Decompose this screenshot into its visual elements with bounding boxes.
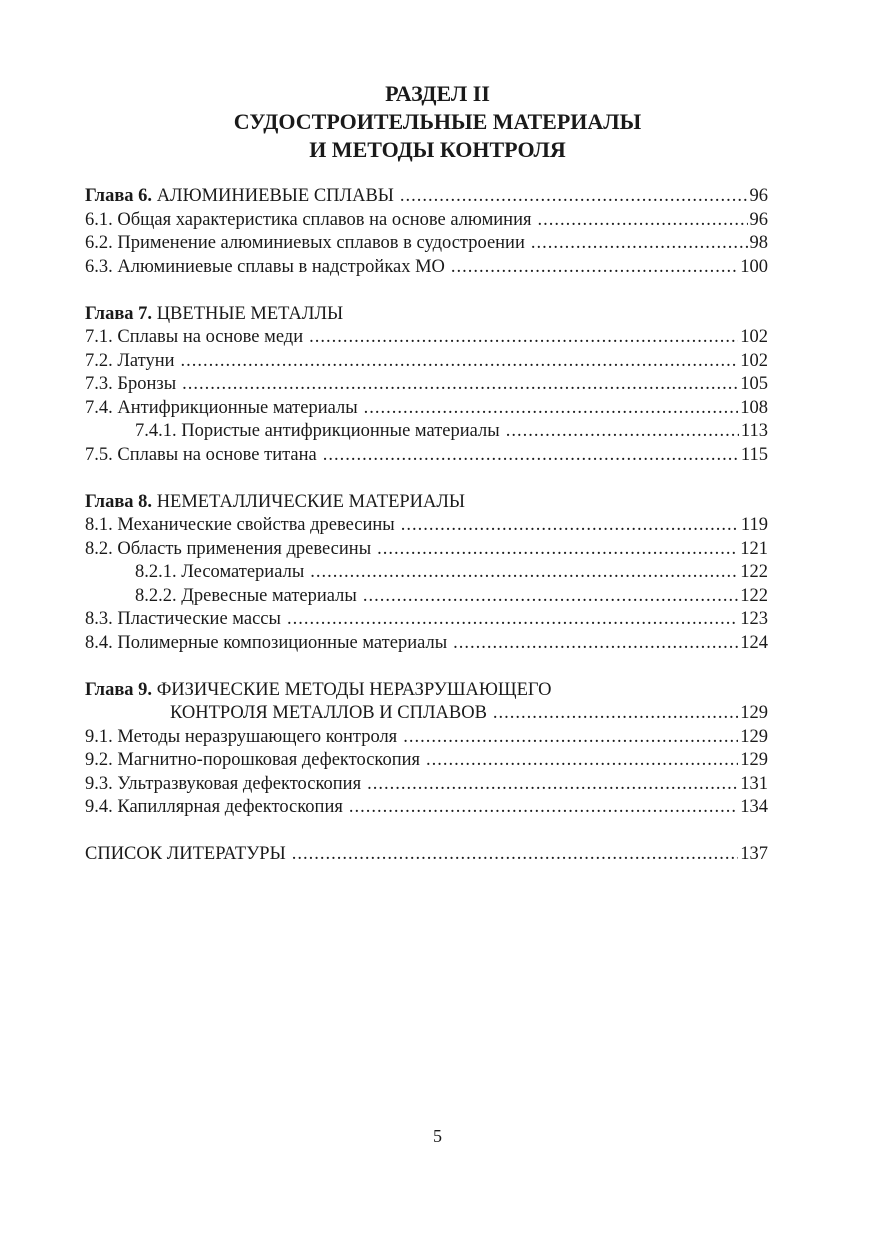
page-ref: 124 bbox=[740, 632, 768, 653]
page-ref: 122 bbox=[740, 562, 768, 582]
entry-title: 7.3. Бронзы bbox=[85, 374, 177, 394]
section-title-line2: И МЕТОДЫ КОНТРОЛЯ bbox=[309, 137, 566, 162]
page-ref: 100 bbox=[740, 256, 768, 277]
leader-dots bbox=[287, 608, 738, 632]
leader-dots bbox=[349, 796, 738, 820]
leader-dots bbox=[292, 843, 739, 867]
toc-entry[interactable] bbox=[85, 608, 768, 632]
entry-title: 7.2. Латуни bbox=[85, 350, 175, 371]
leader-dots bbox=[377, 538, 738, 562]
page-ref: 123 bbox=[740, 609, 768, 629]
toc-entry[interactable] bbox=[85, 796, 768, 820]
entry-title: 8.4. Полимерные композиционные материалы bbox=[85, 632, 448, 653]
page-ref: 102 bbox=[740, 327, 768, 347]
toc-entry[interactable] bbox=[85, 444, 768, 468]
entry-title: 6.2. Применение алюминиевых сплавов в судостроении bbox=[85, 233, 525, 253]
chapter-title: НЕМЕТАЛЛИЧЕСКИЕ МАТЕРИАЛЫ bbox=[152, 491, 466, 512]
page-ref: 129 bbox=[740, 726, 768, 747]
entry-title: 7.4.1. Пористые антифрикционные материалы bbox=[135, 421, 500, 441]
chapter-label: Глава 9. bbox=[85, 679, 153, 700]
page-ref: 121 bbox=[740, 538, 768, 559]
entry-title: 9.2. Магнитно-порошковая дефектоскопия bbox=[85, 750, 421, 770]
toc-entry[interactable] bbox=[85, 256, 768, 280]
leader-dots bbox=[403, 726, 738, 750]
section-title-line1: СУДОСТРОИТЕЛЬНЫЕ МАТЕРИАЛЫ bbox=[233, 109, 642, 134]
chapter-label: Глава 6. bbox=[85, 186, 153, 206]
leader-dots bbox=[363, 585, 738, 609]
toc-chapter-8[interactable] bbox=[85, 491, 768, 515]
leader-dots bbox=[531, 232, 748, 256]
entry-title: 8.2.2. Древесные материалы bbox=[135, 585, 357, 606]
bibliography-title: СПИСОК ЛИТЕРАТУРЫ bbox=[85, 844, 286, 864]
page-ref: 96 bbox=[749, 209, 768, 230]
leader-dots bbox=[310, 561, 738, 585]
entry-title: 9.3. Ультразвуковая дефектоскопия bbox=[85, 773, 362, 794]
leader-dots bbox=[401, 514, 739, 538]
page-ref: 115 bbox=[740, 444, 768, 465]
toc-entry[interactable] bbox=[85, 585, 768, 609]
toc-entry[interactable] bbox=[85, 538, 768, 562]
toc-entry[interactable] bbox=[85, 514, 768, 538]
leader-dots bbox=[367, 773, 738, 797]
leader-dots bbox=[426, 749, 738, 773]
toc-entry[interactable] bbox=[85, 632, 768, 656]
toc-entry[interactable] bbox=[85, 373, 768, 397]
page-ref: 137 bbox=[740, 844, 768, 864]
leader-dots bbox=[182, 373, 738, 397]
toc-chapter-9[interactable] bbox=[85, 679, 768, 703]
toc-entry[interactable] bbox=[85, 326, 768, 350]
toc-chapter-7[interactable] bbox=[85, 303, 768, 327]
page-ref: 129 bbox=[740, 750, 768, 770]
toc-entry[interactable] bbox=[85, 209, 768, 233]
chapter-title-continued: КОНТРОЛЯ МЕТАЛЛОВ И СПЛАВОВ bbox=[170, 703, 487, 723]
table-of-contents bbox=[85, 185, 768, 867]
toc-chapter-9-continued[interactable] bbox=[85, 702, 768, 726]
toc-entry[interactable] bbox=[85, 232, 768, 256]
leader-dots bbox=[181, 350, 739, 374]
page-ref: 119 bbox=[740, 515, 768, 535]
entry-title: 8.3. Пластические массы bbox=[85, 609, 281, 629]
toc-entry[interactable] bbox=[85, 749, 768, 773]
page-ref: 134 bbox=[740, 797, 768, 817]
chapter-title: ФИЗИЧЕСКИЕ МЕТОДЫ НЕРАЗРУШАЮЩЕГО bbox=[152, 679, 552, 700]
toc-chapter-6[interactable] bbox=[85, 185, 768, 209]
toc-entry[interactable] bbox=[85, 773, 768, 797]
entry-title: 6.1. Общая характеристика сплавов на основе алюминия bbox=[85, 209, 532, 230]
entry-title: 7.1. Сплавы на основе меди bbox=[85, 327, 304, 347]
entry-title: 8.1. Механические свойства древесины bbox=[85, 515, 395, 535]
chapter-label: Глава 8. bbox=[85, 491, 153, 512]
leader-dots bbox=[309, 326, 738, 350]
leader-dots bbox=[493, 702, 738, 726]
page-ref: 108 bbox=[740, 397, 768, 418]
entry-title: 7.5. Сплавы на основе титана bbox=[85, 444, 317, 465]
page-ref: 113 bbox=[740, 421, 768, 441]
chapter-title: ЦВЕТНЫЕ МЕТАЛЛЫ bbox=[152, 303, 344, 324]
page-ref: 129 bbox=[740, 703, 768, 723]
page-ref: 131 bbox=[740, 773, 768, 794]
entry-title: 9.1. Методы неразрушающего контроля bbox=[85, 726, 398, 747]
leader-dots bbox=[400, 185, 748, 209]
toc-entry[interactable] bbox=[85, 726, 768, 750]
page-number: 5 bbox=[433, 1126, 442, 1146]
toc-entry[interactable] bbox=[85, 420, 768, 444]
leader-dots bbox=[323, 444, 739, 468]
page-ref: 102 bbox=[740, 350, 768, 371]
leader-dots bbox=[506, 420, 739, 444]
chapter-title: АЛЮМИНИЕВЫЕ СПЛАВЫ bbox=[152, 186, 394, 206]
page-ref: 96 bbox=[749, 186, 768, 206]
entry-title: 6.3. Алюминиевые сплавы в надстройках МО bbox=[85, 256, 445, 277]
leader-dots bbox=[453, 632, 738, 656]
leader-dots bbox=[364, 397, 739, 421]
page-ref: 105 bbox=[740, 374, 768, 394]
entry-title: 8.2. Область применения древесины bbox=[85, 538, 372, 559]
toc-entry[interactable] bbox=[85, 561, 768, 585]
page-ref: 122 bbox=[740, 585, 768, 606]
leader-dots bbox=[538, 209, 748, 233]
section-number: РАЗДЕЛ II bbox=[385, 81, 490, 106]
toc-entry[interactable] bbox=[85, 397, 768, 421]
toc-bibliography[interactable] bbox=[85, 843, 768, 867]
section-heading bbox=[0, 80, 875, 164]
leader-dots bbox=[451, 256, 738, 280]
entry-title: 7.4. Антифрикционные материалы bbox=[85, 397, 358, 418]
entry-title: 9.4. Капиллярная дефектоскопия bbox=[85, 797, 343, 817]
toc-entry[interactable] bbox=[85, 350, 768, 374]
chapter-label: Глава 7. bbox=[85, 303, 153, 324]
entry-title: 8.2.1. Лесоматериалы bbox=[135, 562, 305, 582]
page-ref: 98 bbox=[749, 233, 768, 253]
